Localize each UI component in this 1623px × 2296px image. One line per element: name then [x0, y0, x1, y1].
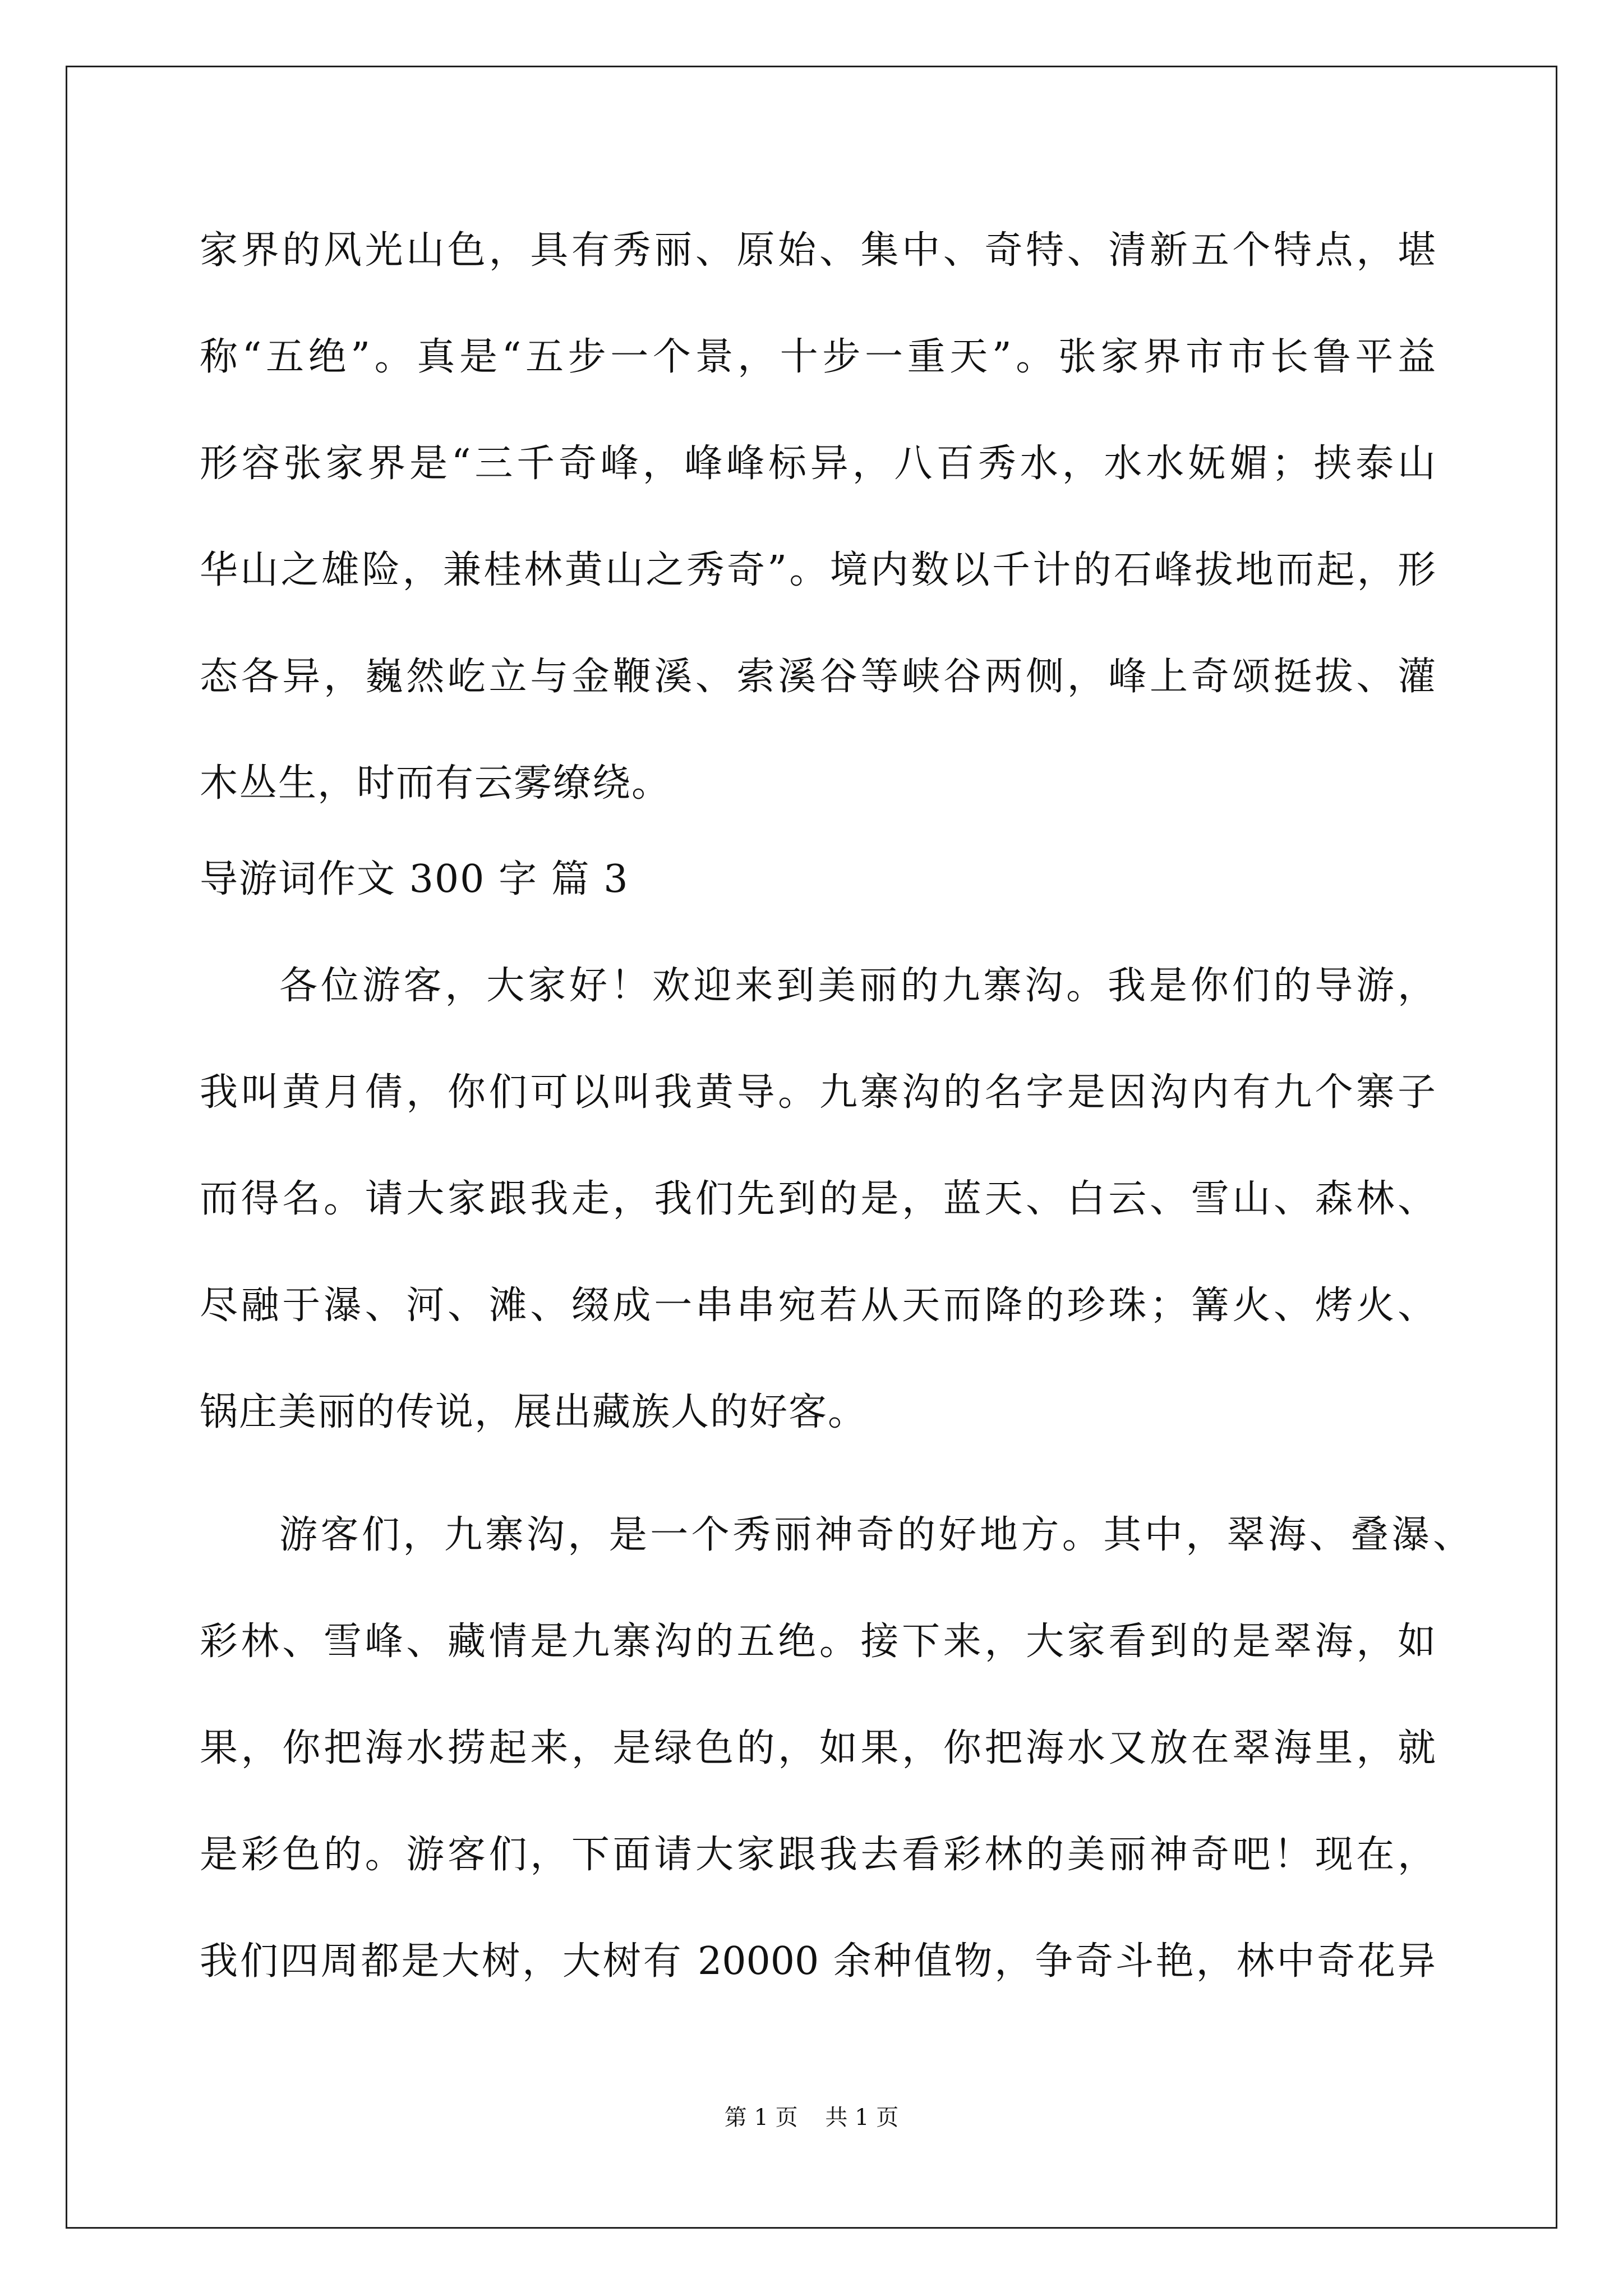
page-border — [66, 66, 1557, 2229]
page-number: 第 1 页 — [724, 2105, 798, 2131]
text-line: 我们四周都是大树，大树有 20000 余种值物，争奇斗艳，林中奇花异 — [200, 1939, 1436, 1984]
page-footer — [0, 2101, 1623, 2134]
text-line: 家界的风光山色，具有秀丽、原始、集中、奇特、清新五个特点，堪 — [200, 228, 1436, 273]
text-line: 形容张家界是“三千奇峰，峰峰标异，八百秀水，水水妩媚；挟泰山 — [200, 441, 1436, 486]
text-line: 称“五绝”。真是“五步一个景，十步一重天”。张家界市市长鲁平益 — [200, 335, 1436, 379]
text-line: 态各异，巍然屹立与金鞭溪、索溪谷等峡谷两侧，峰上奇颂挺拔、灌 — [200, 655, 1436, 699]
section-heading: 导游词作文 300 字 篇 3 — [200, 857, 629, 901]
text-line: 是彩色的。游客们，下面请大家跟我去看彩林的美丽神奇吧！现在， — [200, 1833, 1436, 1877]
page-total: 共 1 页 — [825, 2105, 899, 2131]
text-line: 尽融于瀑、河、滩、缀成一串串宛若从天而降的珍珠；篝火、烤火、 — [200, 1283, 1436, 1328]
text-line: 锅庄美丽的传说，展出藏族人的好客。 — [200, 1390, 868, 1434]
text-line: 我叫黄月倩，你们可以叫我黄导。九寨沟的名字是因沟内有九个寨子 — [200, 1070, 1436, 1115]
text-line: 而得名。请大家跟我走，我们先到的是，蓝天、白云、雪山、森林、 — [200, 1177, 1436, 1221]
text-line: 各位游客，大家好！欢迎来到美丽的九寨沟。我是你们的导游， — [279, 964, 1436, 1008]
text-line: 彩林、雪峰、藏情是九寨沟的五绝。接下来，大家看到的是翠海，如 — [200, 1619, 1436, 1664]
text-line: 木丛生，时而有云雾缭绕。 — [200, 761, 671, 806]
text-line: 游客们，九寨沟，是一个秀丽神奇的好地方。其中，翠海、叠瀑、 — [279, 1513, 1471, 1557]
text-line: 华山之雄险，兼桂林黄山之秀奇”。境内数以千计的石峰拔地而起，形 — [200, 548, 1436, 592]
text-line: 果，你把海水捞起来，是绿色的，如果，你把海水又放在翠海里，就 — [200, 1726, 1436, 1770]
